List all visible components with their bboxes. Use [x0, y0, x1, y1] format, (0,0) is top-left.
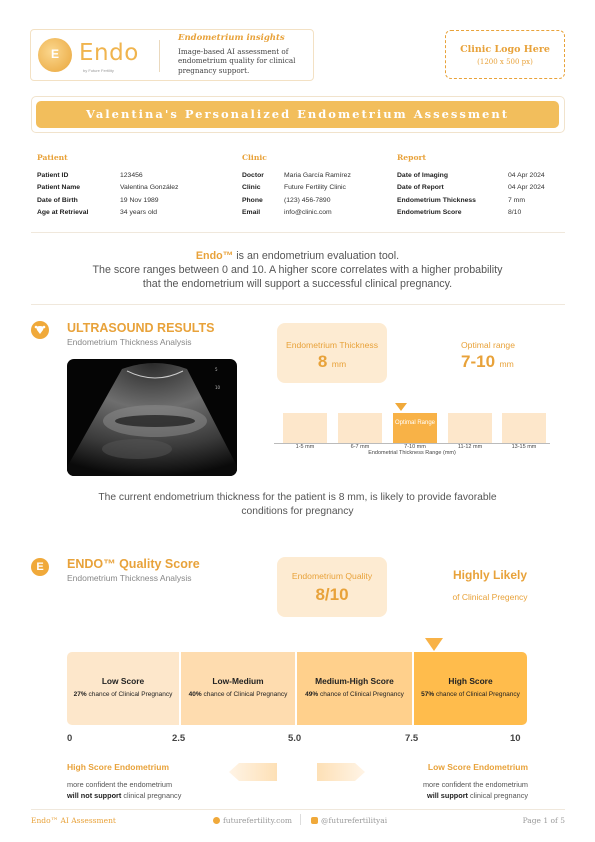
info-value: 04 Apr 2024 [508, 172, 545, 179]
footer-separator [300, 814, 301, 825]
info-label: Email [242, 208, 261, 216]
scale-tick: 10 [510, 733, 521, 744]
intro-line-1-text: is an endometrium evaluation tool. [233, 250, 400, 262]
high-score-line-2 [67, 791, 181, 800]
svg-text:5: 5 [215, 367, 218, 372]
patient-heading: Patient [37, 153, 68, 162]
info-value: 04 Apr 2024 [508, 184, 545, 192]
info-row [37, 172, 227, 184]
info-value: 7 mm [508, 196, 525, 204]
quality-score-card [277, 557, 387, 617]
info-row [37, 197, 227, 209]
info-row [242, 197, 392, 209]
info-row [397, 172, 567, 184]
brand-tagline: by Future Fertility [83, 68, 114, 73]
likelihood-title: Highly Likely [452, 568, 528, 582]
thickness-value-row [277, 352, 387, 372]
low-score-emphasis: will support [427, 791, 468, 800]
optimal-range-bar [393, 413, 437, 443]
thickness-range-chart [274, 400, 550, 458]
info-label: Patient Name [37, 184, 81, 192]
segment-description [414, 691, 527, 698]
info-row [397, 209, 567, 221]
endo-emblem-icon: E [38, 38, 72, 72]
segment-percent: 40% [188, 691, 202, 698]
info-value: Maria García Ramírez [284, 172, 351, 179]
ultrasound-title: ULTRASOUND RESULTS [67, 321, 215, 335]
brand-wordmark: Endo [79, 40, 139, 66]
range-label: 1-5 mm [295, 444, 315, 450]
segment-percent: 27% [73, 691, 87, 698]
range-bar [502, 413, 546, 443]
info-label: Age at Retrieval [37, 208, 89, 216]
report-heading: Report [397, 153, 427, 162]
high-score-rest: clinical pregnancy [121, 791, 182, 800]
quality-score-label: Endometrium Quality [291, 571, 373, 581]
info-label: Phone [242, 196, 263, 204]
segment-text: chance of Clinical Pregnancy [86, 691, 173, 698]
optimal-range-unit: mm [499, 359, 514, 369]
info-value: Future Fertility Clinic [284, 184, 346, 192]
info-label: Endometrium Score [397, 208, 462, 216]
optimal-range-label: Optimal range [461, 340, 515, 350]
range-label: 11-12 mm [457, 444, 483, 450]
segment-description [181, 691, 295, 698]
insights-title: Endometrium insights [178, 33, 285, 43]
globe-icon [213, 817, 220, 824]
scale-tick: 5.0 [288, 733, 302, 744]
svg-text:10: 10 [215, 385, 221, 390]
optimal-marker-icon [395, 403, 407, 411]
instagram-icon [311, 817, 318, 824]
info-label: Date of Imaging [397, 172, 448, 179]
report-banner-title: Valentina's Personalized Endometrium Assessment [36, 101, 559, 128]
footer-social-text: @futurefertilityai [321, 816, 388, 825]
patient-details [37, 172, 227, 221]
info-row [397, 184, 567, 196]
footer-divider [31, 809, 565, 810]
intro-line-1 [0, 249, 595, 264]
info-value: 34 years old [120, 208, 158, 216]
thickness-statement-line-1: The current endometrium thickness for the patient is 8 mm, is likely to provide favorable [98, 492, 497, 503]
low-score-line-1: more confident the endometrium [422, 780, 528, 789]
info-label: Endometrium Thickness [397, 196, 476, 204]
intro-line-2: The score ranges between 0 and 10. A higher score correlates with a higher probability [92, 264, 503, 276]
arrow-right-icon [317, 763, 365, 781]
divider [31, 304, 565, 305]
info-label: Clinic [242, 184, 261, 192]
divider [31, 232, 565, 233]
optimal-range-value: 7-10 [461, 352, 496, 371]
segment-title: Low Score [101, 676, 145, 686]
score-marker-icon [425, 638, 443, 651]
range-label: 6-7 mm [350, 444, 370, 450]
clinic-logo-placeholder [445, 30, 565, 79]
clinic-logo-size: (1200 x 500 px) [477, 58, 533, 66]
optimal-range-marker-label: Optimal Range [394, 420, 436, 426]
thickness-card [277, 323, 387, 383]
range-bar [283, 413, 327, 443]
scale-tick: 2.5 [172, 733, 186, 744]
quality-score-value: 8/10 [315, 585, 349, 604]
uterus-icon [31, 321, 49, 339]
ultrasound-image [67, 359, 237, 476]
thickness-statement-line-2: conditions for pregnancy [241, 506, 354, 517]
low-score-title: Low Score Endometrium [427, 762, 528, 772]
range-axis-title: Endometrial Thickness Range (mm) [368, 450, 456, 456]
range-bar [338, 413, 382, 443]
score-segment [297, 652, 412, 725]
quality-subtitle: Endometrium Thickness Analysis [67, 573, 192, 583]
info-label: Doctor [242, 172, 264, 179]
range-label: 13-15 mm [511, 444, 537, 450]
info-value: 123456 [120, 172, 143, 179]
optimal-range-row [461, 352, 514, 372]
footer-social[interactable] [311, 816, 387, 825]
low-score-line-2 [427, 791, 528, 800]
info-value: Valentina González [120, 184, 179, 192]
segment-text: chance of Clinical Pregnancy [434, 691, 520, 698]
endo-e-icon: E [31, 558, 49, 576]
high-score-emphasis: will not support [67, 791, 122, 800]
scale-tick: 0 [67, 733, 73, 744]
info-row [242, 184, 392, 196]
intro-brand: Endo™ [195, 250, 234, 262]
report-details [397, 172, 567, 221]
segment-text: chance of Clinical Pregnancy [201, 691, 288, 698]
footer-brand: Endo™ AI Assessment [31, 816, 116, 825]
info-value: (123) 456-7890 [284, 196, 331, 204]
footer-website[interactable] [213, 816, 292, 825]
score-segment [414, 652, 527, 725]
info-row [242, 209, 392, 221]
info-label: Patient ID [37, 172, 69, 179]
info-value: 19 Nov 1989 [120, 196, 159, 204]
segment-title: High Score [448, 676, 493, 686]
info-label: Date of Birth [37, 196, 78, 204]
segment-title: Medium-High Score [315, 676, 394, 686]
clinic-details [242, 172, 392, 221]
high-score-title: High Score Endometrium [67, 762, 170, 772]
info-row [37, 209, 227, 221]
segment-title: Low-Medium [212, 676, 264, 686]
thickness-unit: mm [331, 359, 347, 369]
thickness-value: 8 [317, 352, 328, 371]
segment-percent: 49% [305, 691, 319, 698]
insights-description: Image-based AI assessment of endometrium quality for clinical pregnancy support. [178, 47, 296, 75]
thickness-label: Endometrium Thickness [285, 340, 379, 350]
info-value: info@clinic.com [284, 208, 332, 216]
segment-text: chance of Clinical Pregnancy [318, 691, 404, 698]
footer-website-text: futurefertility.com [223, 816, 292, 825]
ultrasound-subtitle: Endometrium Thickness Analysis [67, 337, 192, 347]
info-label: Date of Report [397, 184, 444, 192]
high-score-line-1: more confident the endometrium [67, 780, 173, 789]
clinic-heading: Clinic [242, 153, 267, 162]
quality-title: ENDO™ Quality Score [67, 557, 200, 571]
scale-tick: 7.5 [405, 733, 419, 744]
score-segment [67, 652, 179, 725]
info-row [397, 197, 567, 209]
score-segment [181, 652, 295, 725]
page-number: Page 1 of 5 [522, 816, 565, 825]
range-label: 7-10 mm [404, 444, 426, 450]
low-score-rest: clinical pregnancy [467, 791, 528, 800]
logo-divider [159, 40, 160, 72]
info-row [242, 172, 392, 184]
clinic-logo-title: Clinic Logo Here [460, 44, 550, 55]
arrow-left-icon [229, 763, 277, 781]
range-bar [448, 413, 492, 443]
segment-description [67, 691, 179, 698]
intro-line-3: that the endometrium will support a successful clinical pregnancy. [142, 278, 453, 290]
info-value: 8/10 [508, 208, 522, 216]
info-row [37, 184, 227, 196]
likelihood-subtitle: of Clinical Pregency [452, 592, 528, 602]
segment-description [297, 691, 412, 698]
segment-percent: 57% [421, 691, 435, 698]
